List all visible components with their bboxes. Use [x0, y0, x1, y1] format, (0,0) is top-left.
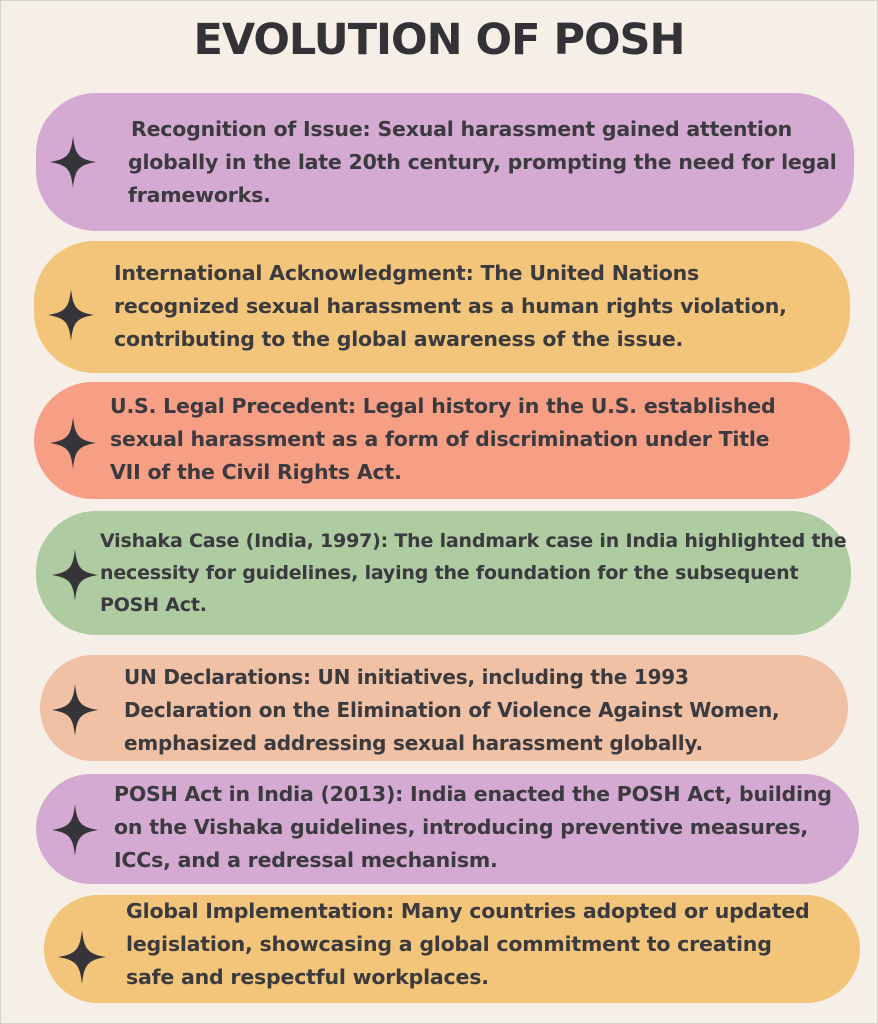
card-line: safe and respectful workplaces.: [126, 965, 489, 989]
page-title: EVOLUTION OF POSH: [193, 15, 685, 65]
card-text: [114, 778, 832, 877]
card-line: on the Vishaka guidelines, introducing preventive measures,: [114, 815, 808, 839]
timeline-card-vishaka: [36, 511, 851, 635]
card-line: globally in the late 20th century, prompting the need for legal: [128, 150, 837, 174]
card-text: [100, 525, 846, 621]
card-line: U.S. Legal Precedent: Legal history in the U.S. established: [110, 394, 776, 418]
card-text: [128, 113, 837, 212]
card-line: ICCs, and a redressal mechanism.: [114, 848, 498, 872]
four-point-star-icon: [52, 684, 98, 736]
four-point-star-icon: [52, 804, 98, 856]
card-line: sexual harassment as a form of discrimination under Title: [110, 427, 770, 451]
card-line: Recognition of Issue: Sexual harassment gained attention: [131, 117, 792, 141]
timeline-card-un-declarations: [40, 655, 848, 761]
four-point-star-icon: [50, 417, 96, 469]
card-line: Vishaka Case (India, 1997): The landmark case in India highlighted the: [100, 530, 847, 552]
card-text: [126, 895, 810, 994]
timeline-card-posh-act: [36, 774, 859, 884]
card-line: Declaration on the Elimination of Violence Against Women,: [124, 698, 780, 722]
card-line: VII of the Civil Rights Act.: [110, 460, 402, 484]
timeline-card-international: [34, 241, 850, 373]
four-point-star-icon: [58, 929, 106, 985]
card-line: frameworks.: [128, 183, 271, 207]
card-line: contributing to the global awareness of the issue.: [114, 327, 684, 351]
timeline-card-us-precedent: [34, 382, 850, 499]
card-line: POSH Act in India (2013): India enacted the POSH Act, building: [114, 782, 832, 806]
timeline-card-recognition: [36, 93, 854, 231]
card-text: [114, 257, 787, 356]
card-line: necessity for guidelines, laying the foundation for the subsequent: [100, 562, 799, 584]
four-point-star-icon: [48, 289, 94, 341]
card-line: POSH Act.: [100, 594, 207, 616]
card-line: legislation, showcasing a global commitment to creating: [126, 932, 772, 956]
four-point-star-icon: [50, 136, 96, 188]
card-text: [124, 661, 779, 760]
card-line: emphasized addressing sexual harassment globally.: [124, 731, 703, 755]
card-line: Global Implementation: Many countries adopted or updated: [126, 899, 810, 923]
card-text: [110, 390, 775, 489]
card-line: recognized sexual harassment as a human rights violation,: [114, 294, 787, 318]
card-line: International Acknowledgment: The United Nations: [114, 261, 700, 285]
card-line: UN Declarations: UN initiatives, including the 1993: [124, 665, 689, 689]
timeline-card-global-implementation: [44, 895, 860, 1003]
four-point-star-icon: [52, 549, 98, 601]
